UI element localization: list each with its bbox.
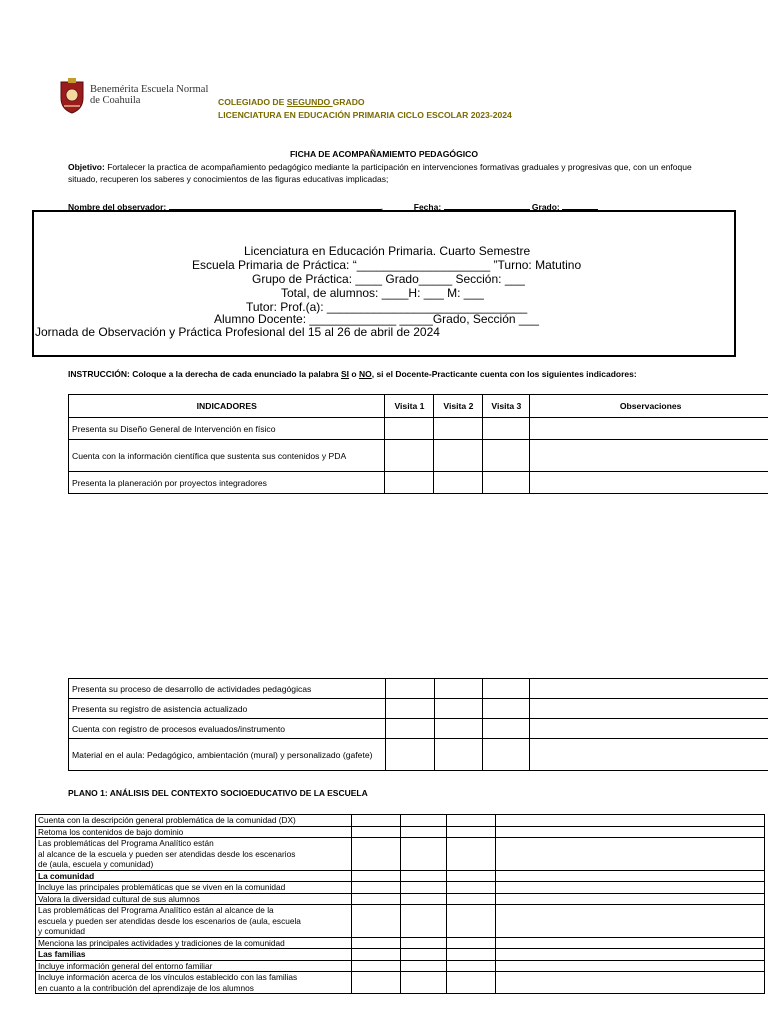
visita-1-cell[interactable] [351,949,400,961]
observaciones-cell[interactable] [496,972,765,994]
visita-1-cell[interactable] [385,440,434,472]
context-indicator-label: Incluye información general del entorno familiar [36,960,352,972]
instruction-text [68,369,637,379]
table-row [36,815,765,827]
header-line1 [218,96,512,109]
visita-3-cell[interactable] [483,472,530,494]
indicator-label: Presenta su Diseño General de Intervención en físico [69,418,385,440]
visita-1-cell[interactable] [351,960,400,972]
visita-1-cell[interactable] [385,679,434,699]
table-row [36,905,765,938]
header-visita-2: Visita 2 [434,395,483,418]
box-line-student-teacher: Alumno Docente: _____________ _____Grado, Sección ___ [214,312,539,326]
visita-2-cell[interactable] [400,838,447,871]
visita-3-cell[interactable] [447,960,496,972]
school-name [90,84,208,106]
visita-2-cell[interactable] [400,826,447,838]
table-row [69,719,768,739]
school-name-line2: de Coahuila [90,95,141,106]
visita-3-cell[interactable] [483,739,530,771]
visita-3-cell[interactable] [483,440,530,472]
table-row [69,418,768,440]
visita-1-cell[interactable] [385,739,434,771]
observer-comma: , [380,202,383,212]
table-row [69,472,768,494]
observaciones-cell[interactable] [496,893,765,905]
instruction-prefix: INSTRUCCIÓN: Coloque a la derecha de cada enunciado la palabra [68,369,342,379]
context-indicator-label: Incluye las principales problemáticas que se viven en la comunidad [36,882,352,894]
visita-2-cell[interactable] [400,949,447,961]
visita-2-cell[interactable] [400,893,447,905]
visita-2-cell[interactable] [400,815,447,827]
observer-name-blank[interactable] [169,200,381,210]
objetivo-label: Objetivo: [68,162,105,172]
indicator-label: Presenta la planeración por proyectos integradores [69,472,385,494]
grade-blank[interactable] [562,200,598,210]
observaciones-cell[interactable] [496,870,765,882]
visita-3-cell[interactable] [447,815,496,827]
document-header [218,96,512,122]
table-row [36,826,765,838]
visita-1-cell[interactable] [351,972,400,994]
visita-2-cell[interactable] [434,440,483,472]
box-line-program: Licenciatura en Educación Primaria. Cuarto Semestre [244,244,531,258]
ficha-title: FICHA DE ACOMPAÑAMIEMTO PEDAGÓGICO [289,149,479,159]
header-visita-3: Visita 3 [483,395,530,418]
visita-2-cell[interactable] [400,905,447,938]
indicators-table-continued [68,678,768,771]
objetivo-text: Fortalecer la practica de acompañamiento pedagógico mediante la participación en intervenciones formativas graduales y progresivas que, con un enfoque situado, recuperen los saberes y conocimientos de las figuras educativas implicadas; [68,162,692,184]
visita-3-cell[interactable] [447,937,496,949]
context-indicator-label: Menciona las principales actividades y tradiciones de la comunidad [36,937,352,949]
visita-2-cell[interactable] [434,418,483,440]
instruction-no: NO [358,369,372,379]
grade-label: Grado: [531,202,560,212]
indicators-table [68,394,768,494]
indicator-label: Cuenta con registro de procesos evaluados/instrumento [69,719,386,739]
visita-2-cell[interactable] [434,472,483,494]
observaciones-cell[interactable] [496,815,765,827]
context-indicator-label: Las familias [36,949,352,961]
indicator-label: Material en el aula: Pedagógico, ambientación (mural) y personalizado (gafete) [69,739,386,771]
box-line-tutor: Tutor: Prof.(a): ______________________________ [246,300,528,314]
header-line1-suffix: GRADO [332,97,365,107]
visita-1-cell[interactable] [385,472,434,494]
context-indicator-label: Incluye información acerca de los vínculos establecido con las familias en cuanto a la contribución del aprendizaje de los alumnos [36,972,352,994]
context-analysis-table [35,814,765,994]
table-header-row [69,395,768,418]
observaciones-cell[interactable] [530,679,768,699]
visita-2-cell[interactable] [434,699,483,719]
context-indicator-label: La comunidad [36,870,352,882]
header-line2: LICENCIATURA EN EDUCACIÓN PRIMARIA CICLO ESCOLAR 2023-2024 [218,110,512,120]
visita-3-cell[interactable] [447,882,496,894]
objetivo-paragraph [68,162,708,185]
table-row [36,882,765,894]
instruction-suffix: , si el Docente-Practicante cuenta con los siguientes indicadores: [371,369,637,379]
context-indicator-label: Cuenta con la descripción general problemática de la comunidad (DX) [36,815,352,827]
visita-3-cell[interactable] [447,870,496,882]
plano1-title: PLANO 1: ANÁLISIS DEL CONTEXTO SOCIOEDUCATIVO DE LA ESCUELA [68,788,368,798]
observaciones-cell[interactable] [496,882,765,894]
observaciones-cell[interactable] [496,905,765,938]
context-analysis-body [36,815,765,994]
table-row [69,440,768,472]
header-indicadores: INDICADORES [69,395,385,418]
school-name-line1: Benemérita Escuela Normal [90,84,209,95]
table-row [36,870,765,882]
visita-1-cell[interactable] [351,937,400,949]
visita-1-cell[interactable] [351,882,400,894]
visita-2-cell[interactable] [400,972,447,994]
visita-3-cell[interactable] [483,699,530,719]
observaciones-cell[interactable] [496,826,765,838]
visita-1-cell[interactable] [351,815,400,827]
indicator-label: Presenta su registro de asistencia actualizado [69,699,386,719]
visita-3-cell[interactable] [483,418,530,440]
observaciones-cell[interactable] [530,739,768,771]
visita-1-cell[interactable] [351,870,400,882]
visita-3-cell[interactable] [447,838,496,871]
box-line-school: Escuela Primaria de Práctica: “____________________ ”Turno: Matutino [192,258,582,272]
visita-3-cell[interactable] [447,905,496,938]
date-blank[interactable] [444,200,530,210]
visita-1-cell[interactable] [351,826,400,838]
visita-1-cell[interactable] [385,699,434,719]
visita-1-cell[interactable] [385,719,434,739]
visita-2-cell[interactable] [400,937,447,949]
context-indicator-label: Las problemáticas del Programa Analítico están al alcance de la escuela y pueden ser atendidas desde los escenarios de (aula, escuela y comunidad) [36,838,352,871]
header-line1-underlined: SEGUNDO [286,97,333,107]
visita-1-cell[interactable] [351,838,400,871]
header-observaciones: Observaciones [530,395,768,418]
visita-1-cell[interactable] [351,905,400,938]
observaciones-cell[interactable] [496,937,765,949]
header-line1-prefix: COLEGIADO DE [218,97,287,107]
context-indicator-label: Valora la diversidad cultural de sus alumnos [36,893,352,905]
table-row [36,949,765,961]
observaciones-cell[interactable] [530,472,768,494]
observaciones-cell[interactable] [530,699,768,719]
visita-2-cell[interactable] [434,679,483,699]
visita-1-cell[interactable] [385,418,434,440]
observaciones-cell[interactable] [496,960,765,972]
visita-2-cell[interactable] [400,960,447,972]
table-row [69,679,768,699]
table-row [36,937,765,949]
indicator-label: Cuenta con la información científica que sustenta sus contenidos y PDA [69,440,385,472]
table-row [36,893,765,905]
observaciones-cell[interactable] [496,838,765,871]
context-indicator-label: Retoma los contenidos de bajo dominio [36,826,352,838]
date-label: Fecha: [413,202,442,212]
instruction-o: o [349,369,359,379]
visita-3-cell[interactable] [447,826,496,838]
table-row [36,972,765,994]
context-indicator-label: Las problemáticas del Programa Analítico están al alcance de la escuela y pueden ser atendidas desde los escenarios de (aula, escuela y comunidad [36,905,352,938]
school-crest-icon [58,78,86,114]
visita-2-cell[interactable] [400,870,447,882]
instruction-si: SI [341,369,350,379]
box-line-group: Grupo de Práctica: ____ Grado_____ Sección: ___ [252,272,525,286]
indicator-label: Presenta su proceso de desarrollo de actividades pedagógicas [69,679,386,699]
table-row [69,739,768,771]
observaciones-cell[interactable] [530,719,768,739]
visita-3-cell[interactable] [447,972,496,994]
visita-2-cell[interactable] [400,882,447,894]
table-row [36,838,765,871]
observer-name-label: Nombre del observador: [68,202,167,212]
box-line-jornada: Jornada de Observación y Práctica Profesional del 15 al 26 de abril de 2024 [35,325,440,339]
visita-3-cell[interactable] [483,719,530,739]
visita-1-cell[interactable] [351,893,400,905]
table-row [69,699,768,719]
observaciones-cell[interactable] [530,418,768,440]
observaciones-cell[interactable] [530,440,768,472]
header-visita-1: Visita 1 [385,395,434,418]
box-line-students: Total, de alumnos: ____H: ___ M: ___ [281,286,484,300]
visita-3-cell[interactable] [447,949,496,961]
table-row [36,960,765,972]
visita-2-cell[interactable] [434,739,483,771]
visita-2-cell[interactable] [434,719,483,739]
visita-3-cell[interactable] [483,679,530,699]
practice-info-box [32,210,736,357]
observaciones-cell[interactable] [496,949,765,961]
visita-3-cell[interactable] [447,893,496,905]
